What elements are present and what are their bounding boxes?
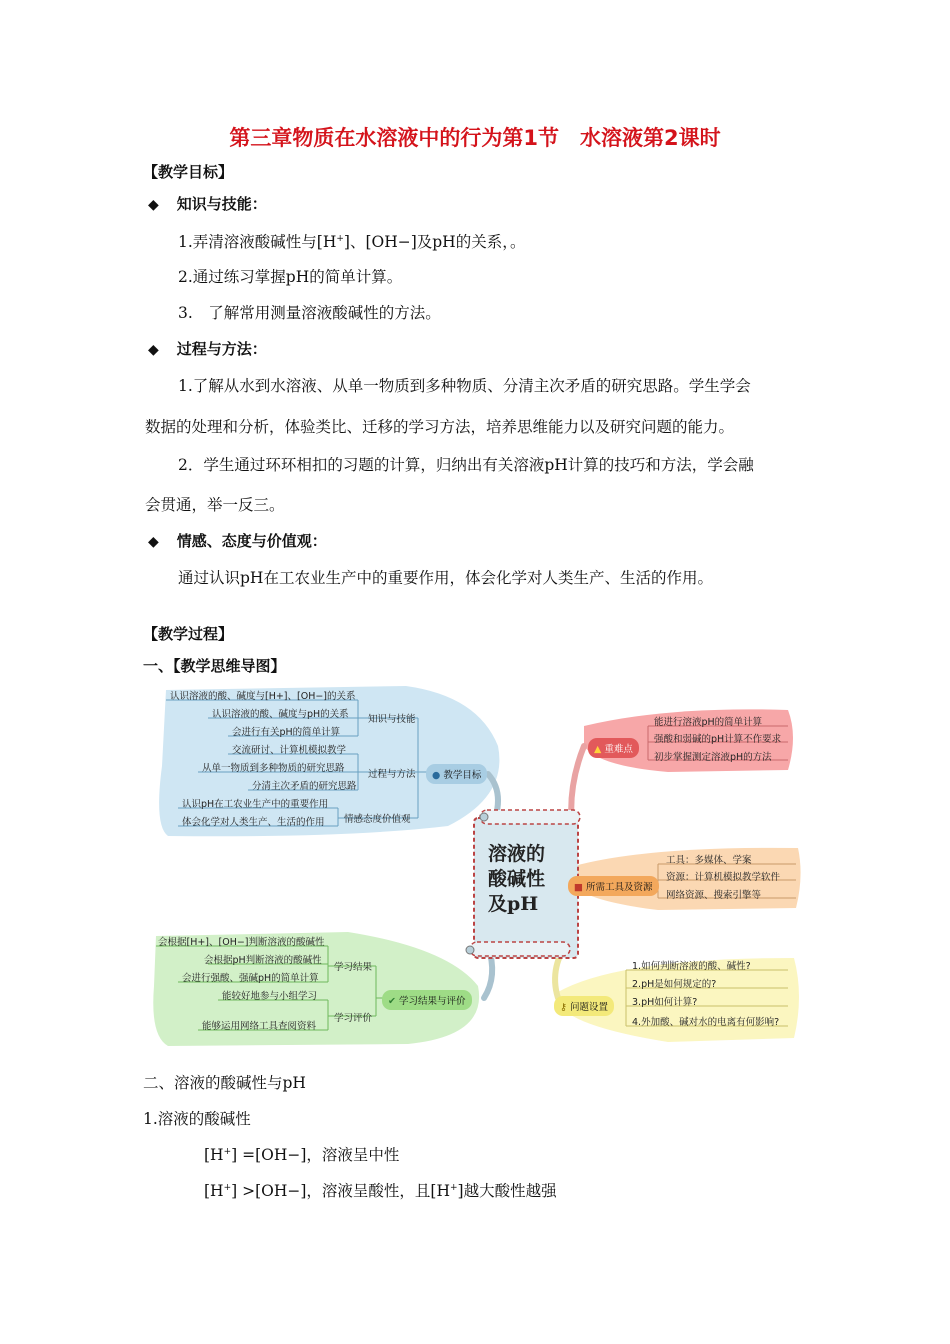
focus-leaf: 强酸和弱碱的pH计算不作要求: [654, 734, 782, 745]
eval-leaf: 能较好地参与小组学习: [222, 991, 318, 1002]
question-leaf: 1.如何判断溶液的酸、碱性?: [632, 961, 751, 972]
knowledge-item-1: 1.弄清溶液酸碱性与[H+]、[OH−]及pH的关系，。: [178, 233, 526, 251]
section2-heading: 二、溶液的酸碱性与pH: [143, 1074, 306, 1092]
eval-leaf: 会根据pH判断溶液的酸碱性: [204, 955, 322, 966]
focus-hub: ▲ 重难点: [588, 738, 639, 758]
goal-leaf: 会进行有关pH的简单计算: [232, 727, 341, 738]
tools-icon: ■: [574, 882, 583, 893]
objectives-heading: 【教学目标】: [143, 163, 234, 181]
section2-subheading: 1.溶液的酸碱性: [143, 1110, 251, 1128]
mindmap-heading: 一、【教学思维导图】: [143, 657, 286, 675]
emotion-text: 通过认识pH在工农业生产中的重要作用，体会化学对人类生产、生活的作用。: [178, 569, 713, 587]
goal-leaf: 认识pH在工农业生产中的重要作用: [182, 799, 329, 810]
focus-leaf: 能进行溶液pH的简单计算: [654, 717, 763, 728]
process-heading-line: [148, 338, 267, 359]
bullet-diamond-icon: ◆: [148, 197, 159, 213]
mind-map: [148, 686, 804, 1046]
bullet-diamond-icon: ◆: [148, 534, 159, 550]
process-paragraph-1b: 数据的处理和分析，体验类比、迁移的学习方法，培养思维能力以及研究问题的能力。: [145, 418, 735, 436]
question-hub: ⚷ 问题设置: [554, 996, 614, 1016]
eval-hub: ✔ 学习结果与评价: [382, 990, 472, 1010]
bullet-diamond-icon: ◆: [148, 342, 159, 358]
focus-leaf: 初步掌握测定溶液pH的方法: [654, 752, 772, 763]
teaching-process-heading: 【教学过程】: [143, 625, 234, 643]
goal-leaf: 体会化学对人类生产、生活的作用: [182, 817, 325, 828]
tools-leaf: 工具：多媒体、学案: [666, 855, 752, 866]
goal-group-process: 过程与方法: [368, 769, 416, 780]
knowledge-item-3: 3. 了解常用测量溶液酸碱性的方法。: [178, 304, 441, 322]
goal-group-emotion: 情感态度价值观: [344, 814, 411, 825]
knowledge-heading: 知识与技能：: [176, 195, 267, 213]
eval-leaf: 会进行强酸、强碱pH的简单计算: [182, 973, 319, 984]
emotion-heading-line: [148, 530, 327, 551]
eval-leaf: 会根据[H+]、[OH−]判断溶液的酸碱性: [158, 937, 325, 948]
key-icon: ⚷: [560, 1002, 567, 1013]
mindmap-center-title: 溶液的 酸碱性 及pH: [488, 843, 546, 915]
goal-leaf: 交流研讨、计算机模拟教学: [232, 745, 347, 756]
process-paragraph-1a: 1.了解从水到水溶液、从单一物质到多种物质、分清主次矛盾的研究思路。学生学会: [178, 377, 751, 395]
knowledge-heading-line: [148, 193, 267, 214]
eval-group-evaluation: 学习评价: [334, 1013, 373, 1024]
goal-leaf: 从单一物质到多种物质的研究思路: [202, 763, 345, 774]
process-paragraph-2b: 会贯通，举一反三。: [145, 496, 285, 514]
neutral-condition: [H+] =[OH−]，溶液呈中性: [204, 1146, 400, 1164]
emotion-heading: 情感、态度与价值观：: [176, 532, 327, 550]
tools-leaf: 资源：计算机模拟教学软件: [666, 872, 781, 883]
goal-leaf: 认识溶液的酸、碱度与[H+]、[OH−]的关系: [170, 691, 356, 702]
eval-group-results: 学习结果: [334, 962, 373, 973]
tools-leaf: 网络资源、搜索引擎等: [666, 890, 762, 901]
warning-icon: ▲: [594, 744, 602, 755]
question-leaf: 3.pH如何计算?: [632, 997, 698, 1008]
goal-leaf: 分清主次矛盾的研究思路: [252, 781, 357, 792]
process-paragraph-2a: 2．学生通过环环相扣的习题的计算，归纳出有关溶液pH计算的技巧和方法，学会融: [178, 456, 754, 474]
goal-group-knowledge: 知识与技能: [368, 714, 416, 725]
page-title: 第三章物质在水溶液中的行为第1节 水溶液第2课时: [229, 126, 721, 150]
eval-leaf: 能够运用网络工具查阅资料: [202, 1021, 317, 1032]
tools-hub: ■ 所需工具及资源: [568, 876, 659, 896]
question-leaf: 2.pH是如何规定的?: [632, 979, 717, 990]
knowledge-item-2: 2.通过练习掌握pH的简单计算。: [178, 268, 403, 286]
process-heading: 过程与方法：: [176, 340, 267, 358]
acidic-condition: [H+] >[OH−]，溶液呈酸性，且[H+]越大酸性越强: [204, 1182, 557, 1200]
goal-leaf: 认识溶液的酸、碱度与pH的关系: [212, 709, 349, 720]
goal-hub: ● 教学目标: [426, 764, 487, 784]
question-leaf: 4.外加酸、碱对水的电离有何影响?: [632, 1017, 780, 1028]
hub-dot-icon: ●: [432, 770, 441, 781]
check-icon: ✔: [388, 996, 396, 1007]
